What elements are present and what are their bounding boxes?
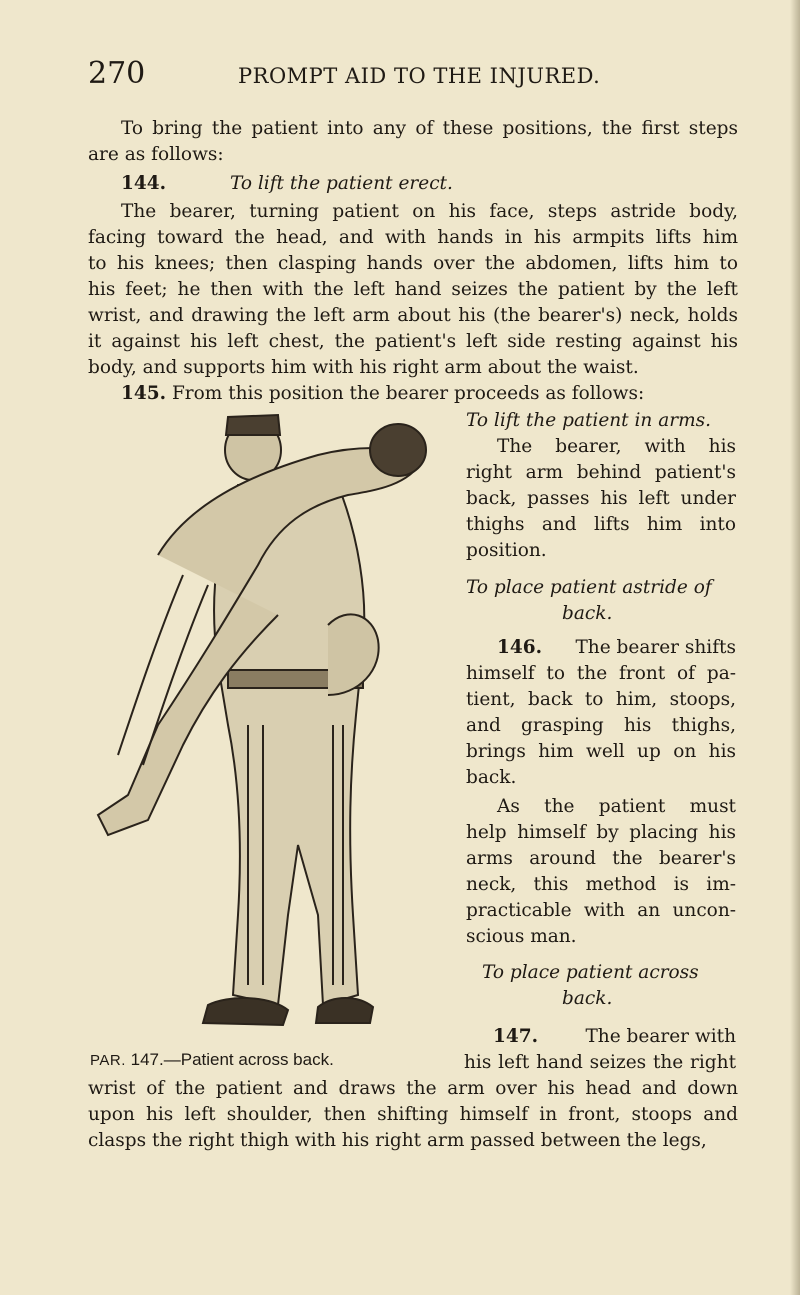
- section-146-line: [497, 635, 736, 661]
- lift-in-arms-line-3: back, passes his left under: [466, 488, 736, 509]
- p144-line-4: his feet; he then with the left hand seizes the patient by the left: [88, 279, 738, 300]
- note-line-2: help himself by placing his: [466, 822, 736, 843]
- note-line-6: scious man.: [466, 926, 577, 947]
- bearer-carrying-patient-illustration: [88, 395, 458, 1045]
- section-144-number: 144.: [121, 173, 167, 194]
- note-line-1: As the patient must: [497, 796, 736, 817]
- intro-line-2: are as follows:: [88, 144, 224, 165]
- p147-line-3: clasps the right thigh with his right arm passed between the legs,: [88, 1130, 707, 1151]
- page-header: [88, 58, 728, 94]
- page-number: 270: [88, 56, 146, 91]
- p147-line-0: his left hand seizes the right: [464, 1052, 736, 1073]
- p146-line-1: himself to the front of pa-: [466, 663, 736, 684]
- p147-line-2: upon his left shoulder, then shifting himself in front, stoops and: [88, 1104, 738, 1125]
- figure-caption: [90, 1050, 334, 1070]
- subheading-across-1: To place patient across: [482, 962, 699, 983]
- p146-line-4: brings him well up on his: [466, 741, 736, 762]
- intro-line-1: To bring the patient into any of these positions, the first steps: [121, 118, 738, 139]
- note-line-4: neck, this method is im-: [466, 874, 736, 895]
- p146-line-3: and grasping his thighs,: [466, 715, 736, 736]
- section-146-number: 146.: [497, 637, 543, 658]
- lift-in-arms-line-5: position.: [466, 540, 547, 561]
- caption-text: 147.—Patient across back.: [130, 1050, 334, 1069]
- p144-line-3: to his knees; then clasping hands over the abdomen, lifts him to: [88, 253, 738, 274]
- p144-line-1: The bearer, turning patient on his face, steps astride body,: [121, 201, 738, 222]
- note-line-5: practicable with an uncon-: [466, 900, 736, 921]
- section-147-number: 147.: [493, 1026, 539, 1047]
- section-145-text: From this position the bearer proceeds as follows:: [171, 383, 645, 404]
- section-146-first: The bearer shifts: [575, 637, 736, 658]
- p147-line-1: wrist of the patient and draws the arm over his head and down: [88, 1078, 738, 1099]
- p146-line-5: back.: [466, 767, 517, 788]
- section-144-title: To lift the patient erect.: [229, 173, 453, 194]
- running-head: PROMPT AID TO THE INJURED.: [238, 64, 601, 88]
- section-147-line: [493, 1024, 736, 1050]
- caption-par: PAR.: [90, 1052, 126, 1069]
- p144-line-6: it against his left chest, the patient's left side resting against his: [88, 331, 738, 352]
- subheading-astride-2: back.: [562, 603, 613, 624]
- subheading-across-2: back.: [562, 988, 613, 1009]
- lift-in-arms-line-2: right arm behind patient's: [466, 462, 736, 483]
- p144-line-2: facing toward the head, and with hands in his armpits lifts him: [88, 227, 738, 248]
- page-edge-shadow: [790, 0, 800, 1295]
- p144-line-5: wrist, and drawing the left arm about his (the bearer's) neck, holds: [88, 305, 738, 326]
- p144-line-7: body, and supports him with his right arm about the waist.: [88, 357, 639, 378]
- subheading-astride-1: To place patient astride of: [466, 577, 712, 598]
- p146-line-2: tient, back to him, stoops,: [466, 689, 736, 710]
- lift-in-arms-line-1: The bearer, with his: [497, 436, 736, 457]
- section-145-number: 145.: [121, 383, 167, 404]
- subheading-lift-in-arms: To lift the patient in arms.: [466, 410, 711, 431]
- lift-in-arms-line-4: thighs and lifts him into: [466, 514, 736, 535]
- section-147-first: The bearer with: [585, 1026, 736, 1047]
- section-144-heading: [121, 171, 453, 197]
- note-line-3: arms around the bearer's: [466, 848, 736, 869]
